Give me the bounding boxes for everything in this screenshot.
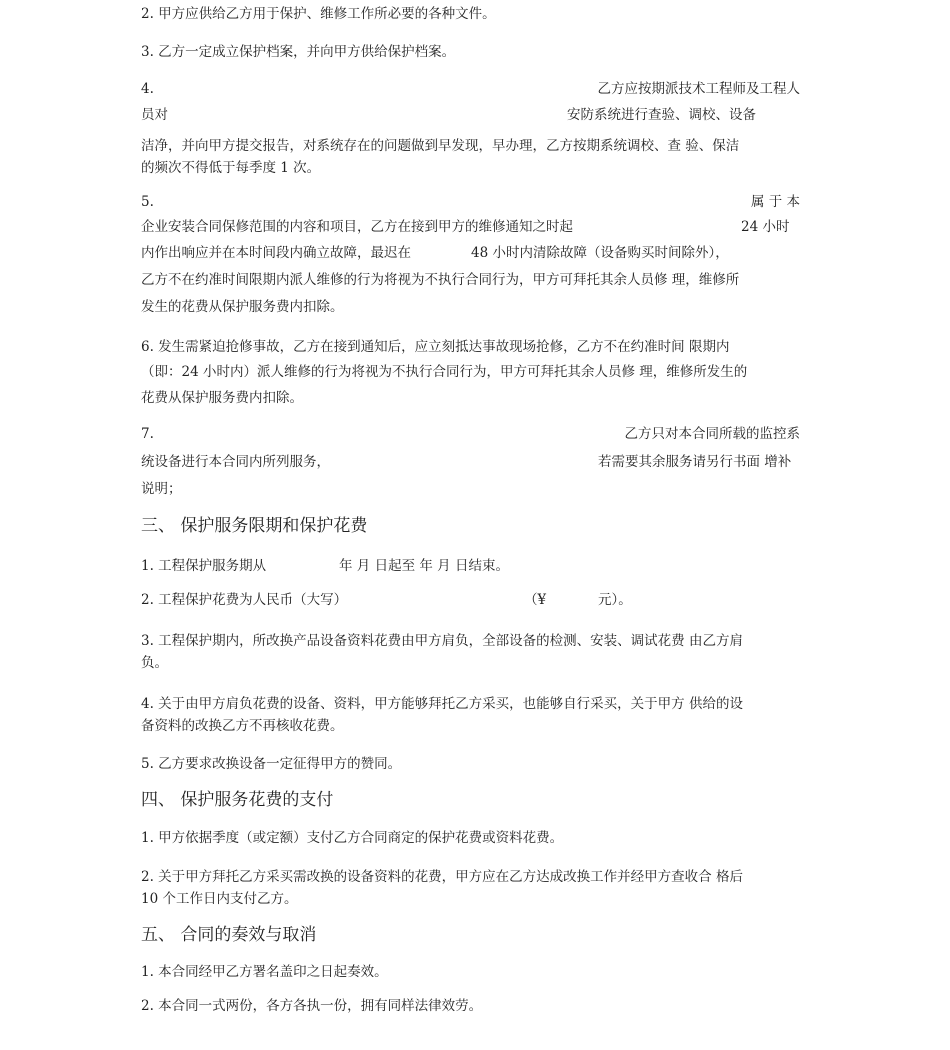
section-4-clause-2-line2: 10 个工作日内支付乙方。 (141, 891, 298, 907)
clause-2-4-line3: 洁净，并向甲方提交报告，对系统存在的问题做到早发现，早办理，乙方按期系统调校、查 验、保洁 (141, 138, 740, 154)
section-3-clause-5: 5. 乙方要求改换设备一定征得甲方的赞同。 (141, 756, 402, 772)
clause-2-4-line4: 的频次不得低于每季度 1 次。 (141, 160, 321, 176)
section-3-clause-1-start: 1. 工程保护服务期从 (141, 558, 267, 574)
section-4-heading: 四、 保护服务花费的支付 (141, 790, 334, 810)
clause-2-4-line1: 乙方应按期派技术工程师及工程人 (597, 81, 800, 97)
clause-2-7-line1: 乙方只对本合同所载的监控系 (624, 426, 800, 442)
section-3-clause-3-line1: 3. 工程保护期内，所改换产品设备资料花费由甲方肩负，全部设备的检测、安装、调试花费 由乙方肩 (141, 633, 743, 649)
clause-2-5-line2-start: 企业安装合同保修范围的内容和项目，乙方在接到甲方的维修通知之时起 (141, 219, 573, 235)
clause-2-5-line3-end: 48 小时内清除故障（设备购买时间除外）， (471, 245, 729, 261)
section-4-clause-1: 1. 甲方依据季度（或定额）支付乙方合同商定的保护花费或资料花费。 (141, 830, 564, 846)
clause-2-7-line2-end: 若需要其余服务请另行书面 增补 (598, 454, 792, 470)
clause-2-5-line2-end: 24 小时 (741, 219, 790, 235)
clause-2-4-line2-end: 安防系统进行查验、调校、设备 (567, 107, 756, 123)
clause-2-5-line4: 乙方不在约准时间限期内派人维修的行为将视为不执行合同行为，甲方可拜托其余人员修 理，维修所 (141, 272, 740, 288)
section-5-clause-1: 1. 本合同经甲乙方署名盖印之日起奏效。 (141, 964, 388, 980)
clause-2-5-line3-start: 内作出响应并在本时间段内确立故障，最迟在 (141, 245, 411, 261)
section-3-clause-2-amount: （¥ (524, 592, 547, 608)
clause-2-6-line3: 花费从保护服务费内扣除。 (141, 390, 303, 406)
section-3-clause-2-start: 2. 工程保护花费为人民币（大写） (141, 592, 348, 608)
section-5-clause-2: 2. 本合同一式两份，各方各执一份，拥有同样法律效劳。 (141, 998, 483, 1014)
clause-2-6-line1: 6. 发生需紧迫抢修事故，乙方在接到通知后，应立刻抵达事故现场抢修，乙方不在约准时间 限期内 (141, 339, 730, 355)
section-3-clause-3-line2: 负。 (141, 655, 168, 671)
clause-2-7-line3: 说明； (141, 481, 182, 497)
section-5-heading: 五、 合同的奏效与取消 (141, 925, 317, 945)
clause-2-7-number: 7. (141, 426, 154, 442)
clause-2-7-line2-start: 统设备进行本合同内所列服务， (141, 454, 330, 470)
section-3-clause-2-end: 元）。 (598, 592, 632, 608)
clause-2-5-line5: 发生的花费从保护服务费内扣除。 (141, 299, 344, 315)
clause-2-4-number: 4. (141, 81, 154, 97)
clause-2-3: 3. 乙方一定成立保护档案，并向甲方供给保护档案。 (141, 44, 456, 60)
clause-2-4-line2-start: 员对 (141, 107, 168, 123)
clause-2-2: 2. 甲方应供给乙方用于保护、维修工作所必要的各种文件。 (141, 6, 496, 22)
section-4-clause-2-line1: 2. 关于甲方拜托乙方采买需改换的设备资料的花费，甲方应在乙方达成改换工作并经甲方查收合 格后 (141, 869, 743, 885)
section-3-clause-4-line2: 备资料的改换乙方不再核收花费。 (141, 718, 344, 734)
clause-2-5-number: 5. (141, 194, 154, 210)
section-3-clause-1-end: 年 月 日起至 年 月 日结束。 (339, 558, 509, 574)
section-3-clause-4-line1: 4. 关于由甲方肩负花费的设备、资料，甲方能够拜托乙方采买，也能够自行采买，关于甲方 供给的设 (141, 696, 743, 712)
clause-2-5-line1: 属 于 本 (750, 194, 800, 210)
section-3-heading: 三、 保护服务限期和保护花费 (141, 516, 368, 536)
clause-2-6-line2: （即：24 小时内）派人维修的行为将视为不执行合同行为，甲方可拜托其余人员修 理，维修所发生的 (141, 364, 748, 380)
